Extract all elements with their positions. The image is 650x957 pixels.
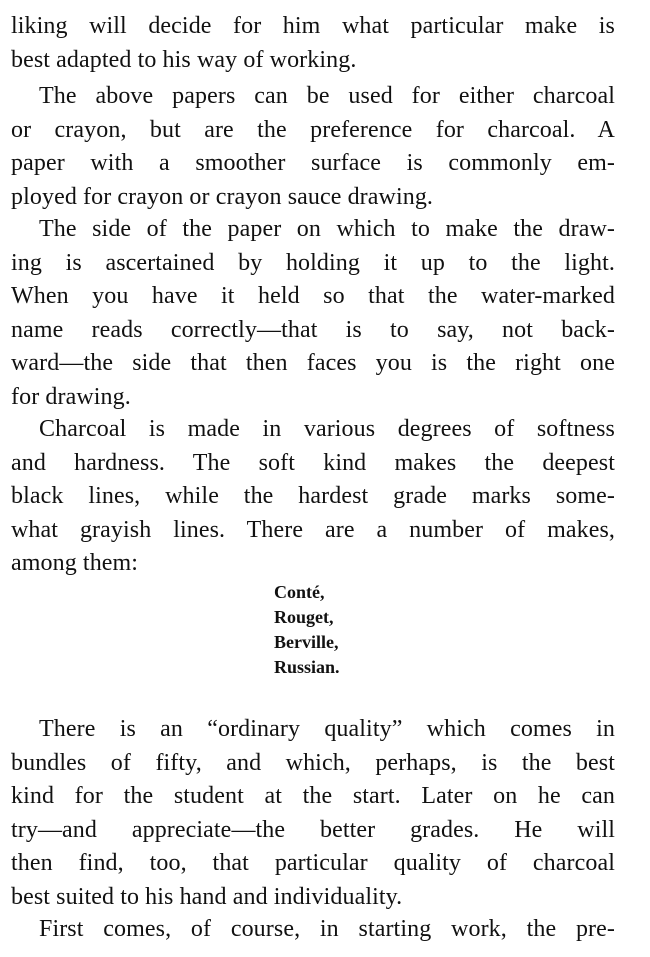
text-line: The above papers can be used for either charcoal (39, 83, 615, 109)
text-line: or crayon, but are the preference for charcoal. A (11, 116, 615, 143)
charcoal-makes-list (274, 580, 340, 680)
text-line: what grayish lines. There are a number of makes, (11, 516, 615, 543)
list-item: Rouget, (274, 607, 334, 627)
text-line: Charcoal is made in various degrees of softness (39, 416, 615, 442)
text-line: among them: (11, 550, 139, 576)
text-line: ployed for crayon or crayon sauce drawing. (11, 183, 434, 210)
list-item: Berville, (274, 632, 339, 652)
list-item: Russian. (274, 657, 340, 677)
text-line: best suited to his hand and individuality. (11, 883, 403, 910)
text-line: When you have it held so that the water-marked (11, 283, 615, 309)
text-line: kind for the student at the start. Later on he can (11, 783, 615, 809)
text-line: paper with a smoother surface is commonly em- (11, 150, 615, 176)
text-line: try—and appreciate—the better grades. He will (11, 816, 615, 843)
text-line: There is an “ordinary quality” which comes in (39, 716, 615, 742)
paragraph-continuation (11, 10, 615, 77)
text-line: black lines, while the hardest grade marks some- (11, 483, 615, 509)
paragraph-ordinary-quality (11, 713, 615, 914)
text-line: ing is ascertained by holding it up to the light. (11, 249, 615, 276)
paragraph-papers (11, 80, 615, 214)
text-line: for drawing. (11, 383, 131, 410)
text-line: then find, too, that particular quality of charcoal (11, 850, 615, 876)
paragraph-first-comes (11, 913, 615, 947)
text-line: name reads correctly—that is to say, not back- (11, 316, 615, 343)
paragraph-charcoal (11, 413, 615, 581)
paragraph-paper-side (11, 213, 615, 414)
text-line: and hardness. The soft kind makes the deepest (11, 449, 615, 476)
text-line: First comes, of course, in starting work, the pre- (39, 916, 615, 942)
text-line: The side of the paper on which to make the draw- (39, 216, 615, 242)
text-line: bundles of fifty, and which, perhaps, is the best (11, 749, 615, 776)
list-item: Conté, (274, 582, 325, 602)
text-line: liking will decide for him what particular make is (11, 13, 615, 39)
text-line: best adapted to his way of working. (11, 46, 357, 73)
text-line: ward—the side that then faces you is the right one (11, 350, 615, 376)
